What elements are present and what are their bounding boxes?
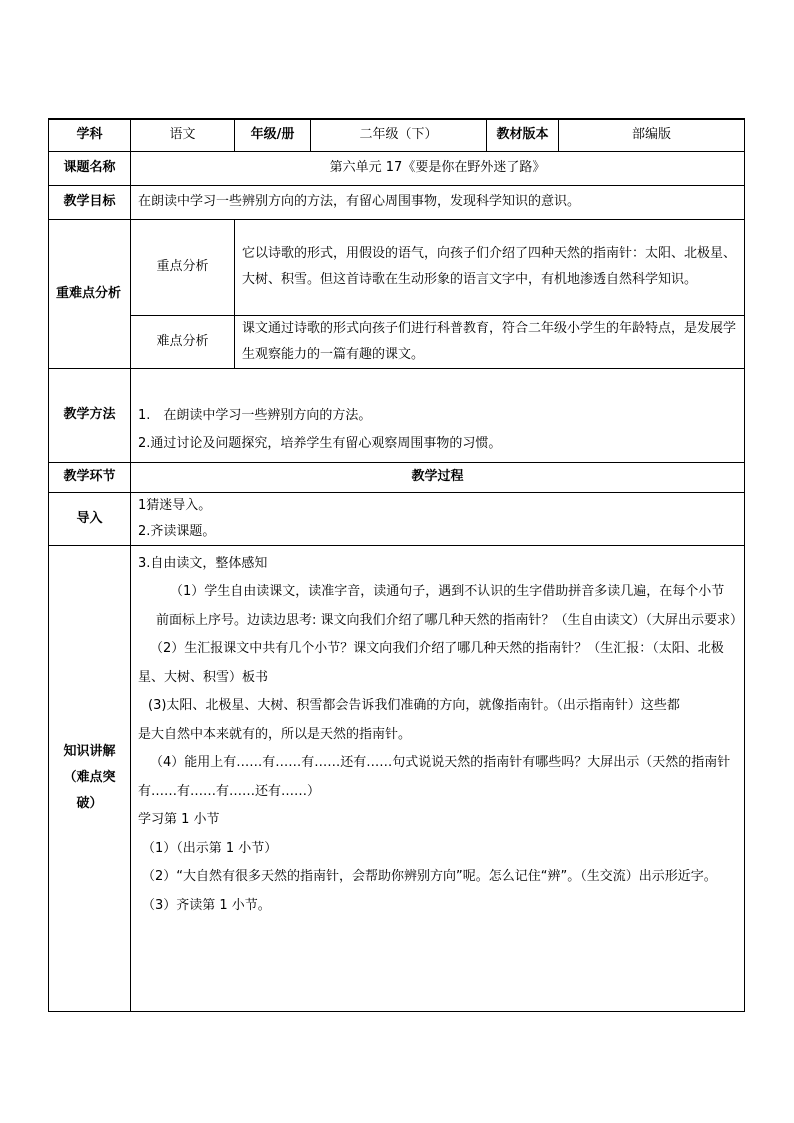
knowledge-paragraph-8: （1）（出示第 1 小节） bbox=[142, 840, 278, 856]
knowledge-row bbox=[49, 545, 745, 1011]
process-header: 教学过程 bbox=[131, 462, 745, 492]
edition-value: 部编版 bbox=[559, 119, 745, 151]
lesson-title-value: 第六单元 17《要是你在野外迷了路》 bbox=[131, 151, 745, 185]
intro-label: 导入 bbox=[49, 492, 131, 545]
key-analysis-row bbox=[49, 219, 745, 315]
header-row bbox=[49, 119, 745, 151]
grade-label: 年级/册 bbox=[235, 119, 311, 151]
stage-header: 教学环节 bbox=[49, 462, 131, 492]
method-row bbox=[49, 368, 745, 462]
knowledge-paragraph-10: （3）齐读第 1 小节。 bbox=[142, 897, 271, 913]
analysis-label: 重难点分析 bbox=[49, 219, 131, 368]
knowledge-paragraph-3: （2）生汇报课文中共有几个小节？课文向我们介绍了哪几种天然的指南针？（生汇报：（太阳、北极星、大树、积雪）板书 bbox=[138, 641, 724, 685]
goal-text: 在朗读中学习一些辨别方向的方法，有留心周围事物，发现科学知识的意识。 bbox=[131, 185, 745, 219]
intro-line-1: 1猜迷导入。 bbox=[138, 497, 212, 513]
difficult-analysis-label: 难点分析 bbox=[131, 315, 235, 368]
knowledge-label-line-2: （难点突 bbox=[63, 770, 116, 785]
intro-content bbox=[131, 492, 745, 545]
goal-row bbox=[49, 185, 745, 219]
lesson-title-label: 课题名称 bbox=[49, 151, 131, 185]
method-line-2: 2.通过讨论及问题探究，培养学生有留心观察周围事物的习惯。 bbox=[138, 435, 502, 451]
knowledge-paragraph-6: （4）能用上有……有……有……还有……句式说说天然的指南针有哪些吗？大屏出示（天然的指南针有……有……有……还有……） bbox=[138, 755, 731, 799]
knowledge-label bbox=[49, 545, 131, 1011]
knowledge-paragraph-5: 是大自然中本来就有的，所以是天然的指南针。 bbox=[138, 726, 412, 742]
subject-label: 学科 bbox=[49, 119, 131, 151]
knowledge-label-line-1: 知识讲解 bbox=[63, 744, 116, 759]
knowledge-paragraph-2: （1）学生自由读课文，读准字音，读通句子，遇到不认识的生字借助拼音多读几遍，在每个小节前面标上序号。边读边思考: 课文向我们介绍了哪几种天然的指南针？（生自由读文）（大屏出示要求） bbox=[156, 584, 744, 628]
key-analysis-text: 它以诗歌的形式，用假设的语气，向孩子们介绍了四种天然的指南针：太阳、北极星、大树、积雪。但这首诗歌在生动形象的语言文字中，有机地渗透自然科学知识。 bbox=[235, 219, 745, 315]
method-content bbox=[131, 368, 745, 462]
knowledge-content bbox=[131, 545, 745, 1011]
knowledge-label-line-3: 破） bbox=[76, 796, 103, 811]
knowledge-paragraph-4: (3)太阳、北极星、大树、积雪都会告诉我们准确的方向，就像指南针。（出示指南针）这些都 bbox=[148, 698, 680, 713]
intro-line-2: 2.齐读课题。 bbox=[138, 523, 216, 539]
knowledge-paragraph-9: （2）“大自然有很多天然的指南针，会帮助你辨别方向”呢。怎么记住“辨”。（生交流）出示形近字。 bbox=[142, 869, 717, 884]
method-label: 教学方法 bbox=[49, 368, 131, 462]
grade-value: 二年级（下） bbox=[311, 119, 487, 151]
lesson-plan-document bbox=[48, 118, 744, 1012]
difficult-analysis-text: 课文通过诗歌的形式向孩子们进行科普教育，符合二年级小学生的年龄特点，是发展学生观察能力的一篇有趣的课文。 bbox=[235, 315, 745, 368]
edition-label: 教材版本 bbox=[487, 119, 559, 151]
knowledge-paragraph-1: 3.自由读文，整体感知 bbox=[138, 555, 268, 571]
key-analysis-label: 重点分析 bbox=[131, 219, 235, 315]
method-line-1: 1. 在朗读中学习一些辨别方向的方法。 bbox=[138, 407, 372, 423]
difficult-analysis-row bbox=[49, 315, 745, 368]
lesson-title-row bbox=[49, 151, 745, 185]
lesson-plan-table bbox=[48, 118, 745, 1012]
process-header-row bbox=[49, 462, 745, 492]
intro-row bbox=[49, 492, 745, 545]
knowledge-paragraph-7: 学习第 1 小节 bbox=[138, 812, 220, 827]
goal-label: 教学目标 bbox=[49, 185, 131, 219]
subject-value: 语文 bbox=[131, 119, 235, 151]
